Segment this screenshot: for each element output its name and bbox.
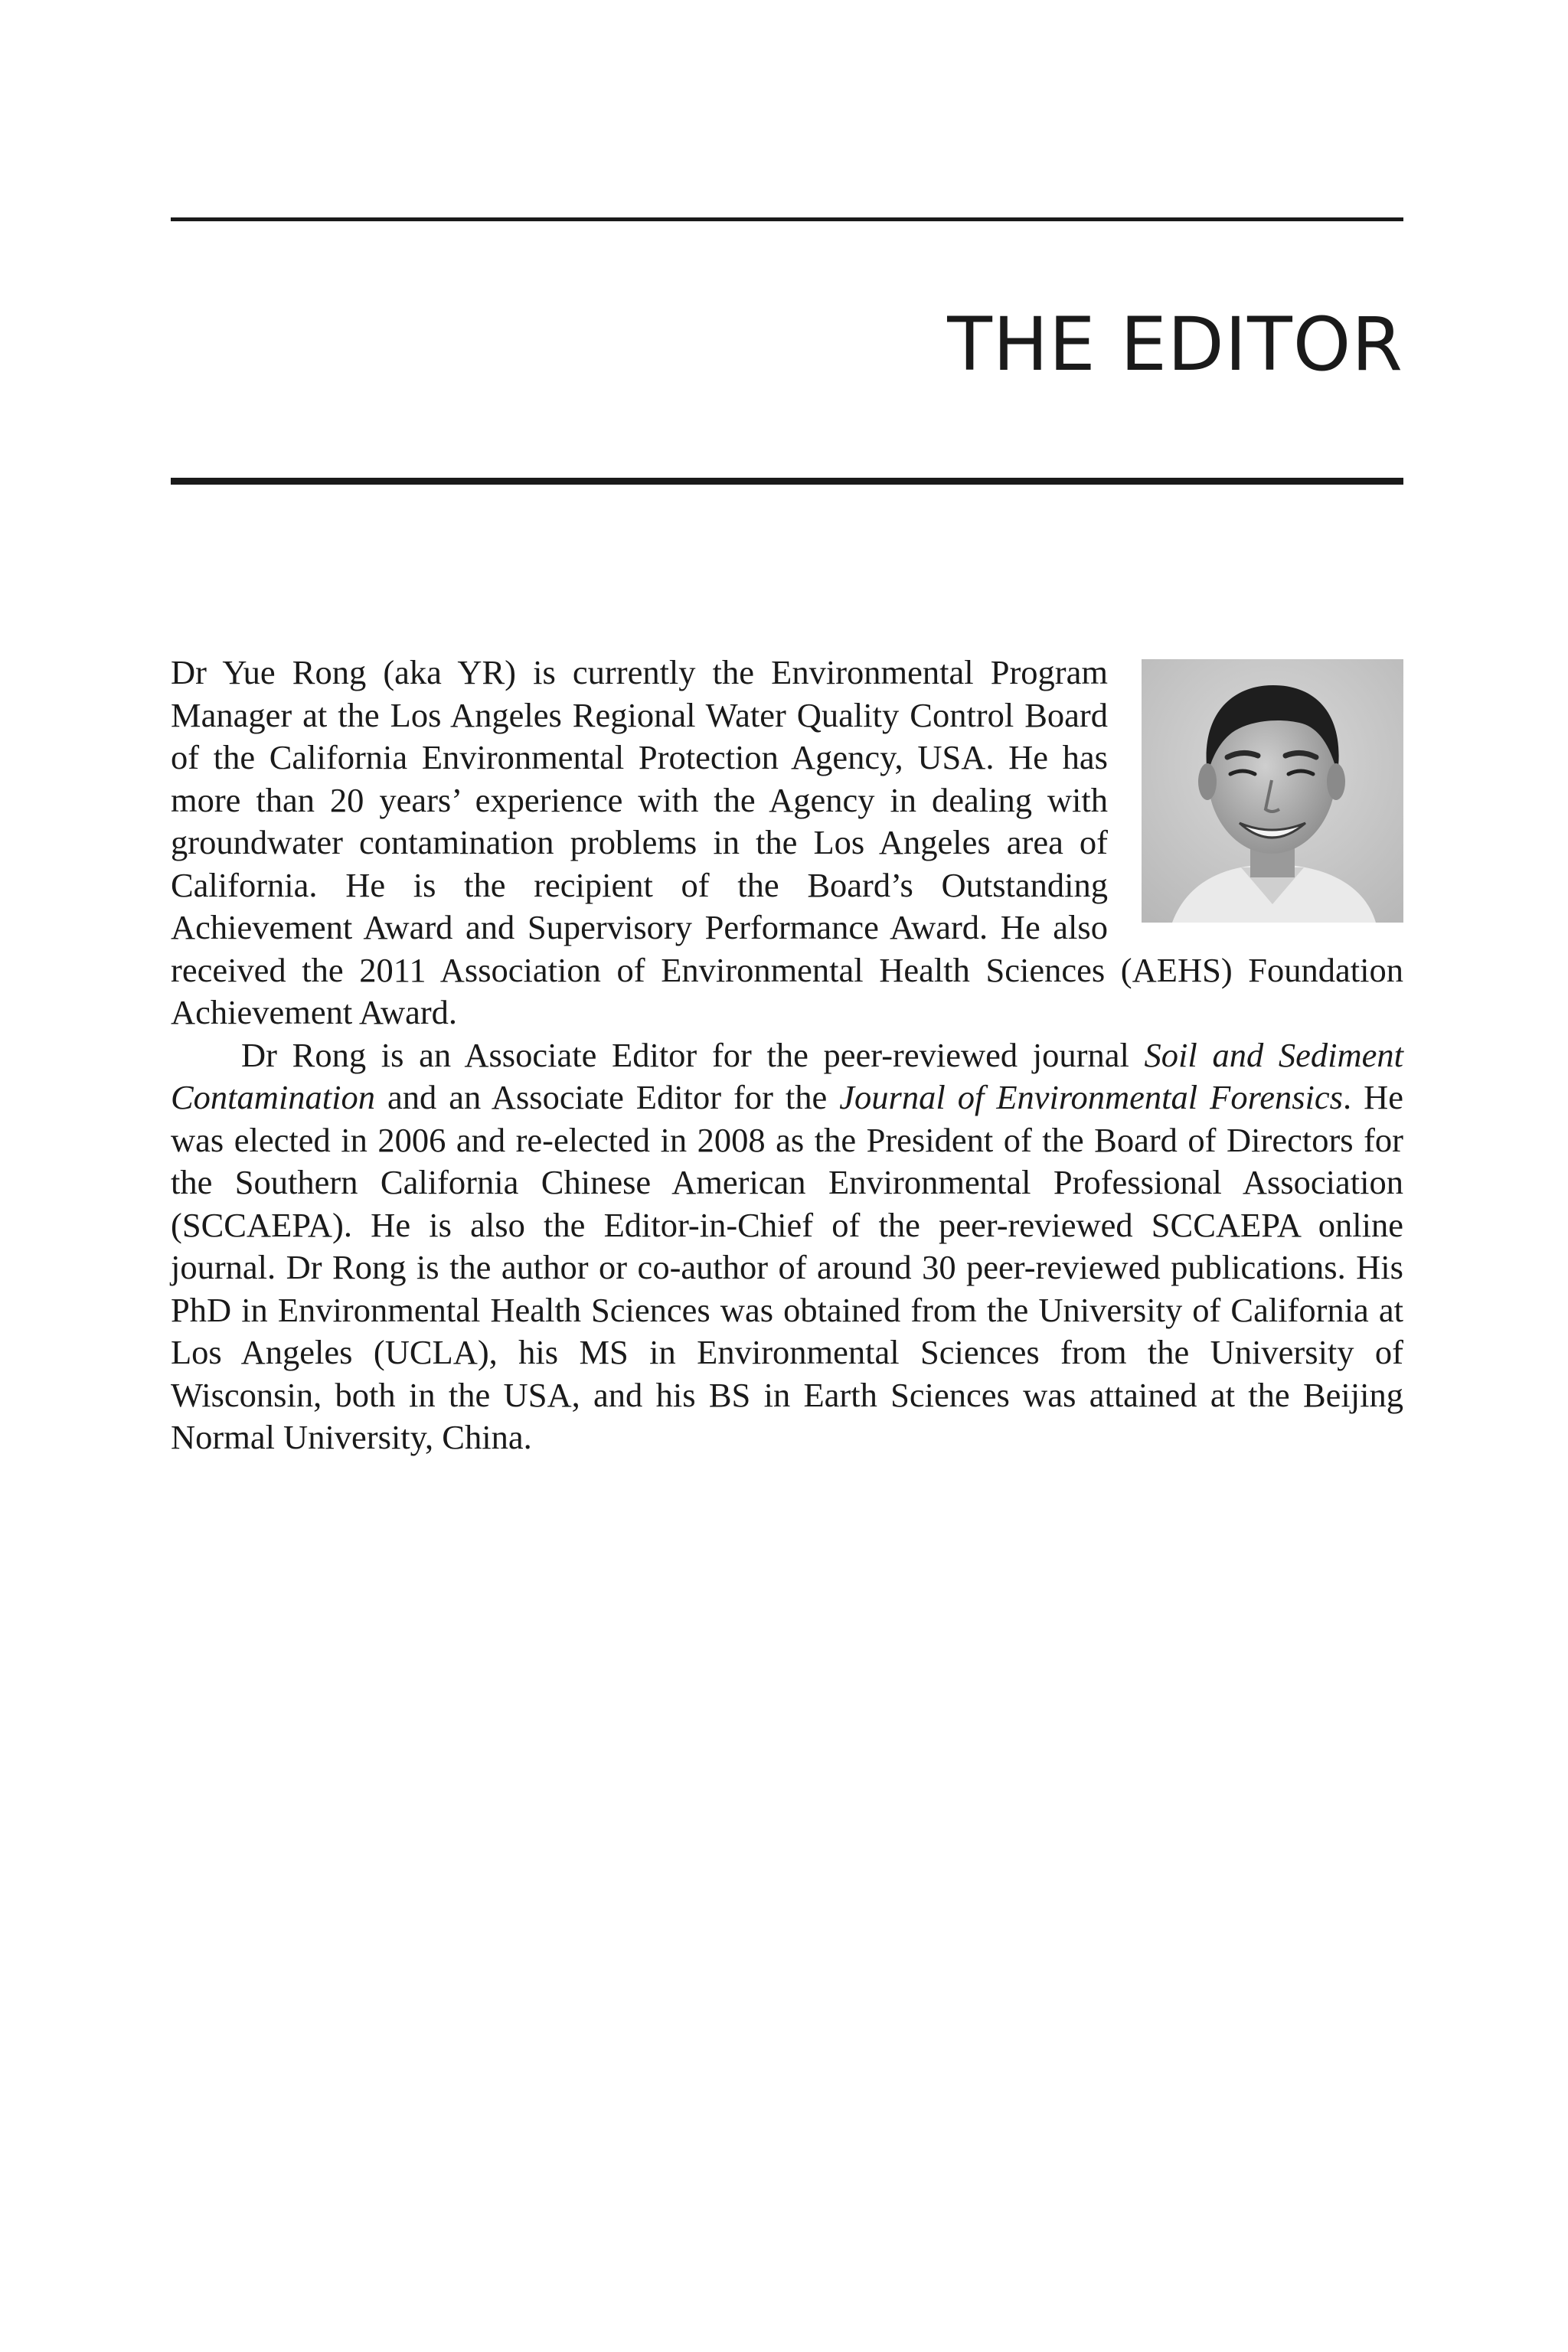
journal-title-environmental-forensics: Journal of Environmental Forensics <box>839 1078 1343 1116</box>
top-rule <box>171 217 1403 221</box>
editor-biography <box>171 652 1403 1459</box>
biography-paragraph-2-part-b: and an Associate Editor for the <box>375 1078 840 1116</box>
editor-portrait-photo <box>1142 659 1403 923</box>
biography-paragraph-1: Dr Yue Rong (aka YR) is currently the Environmental Program Manager at the Los Angeles Regional Water Quality Control Board of the California Environmental Protection Agency, USA. He has more than 20 years’ experience with the Agency in dealing with groundwater contamination problems in the Los Angeles area of California. He is the recipient of the Board’s Outstanding Achievement Award and Supervisory Performance Award. He also received the 2011 Association of Environmental Health Sciences (AEHS) Foundation Achievement Award. <box>171 653 1403 1031</box>
biography-paragraph-2-part-a: Dr Rong is an Associate Editor for the peer-reviewed journal <box>241 1035 1145 1074</box>
page-title: THE EDITOR <box>947 302 1403 387</box>
biography-paragraph-2 <box>171 1034 1403 1459</box>
bottom-rule <box>171 478 1403 485</box>
journal-title-soil-and-sediment-contamination: Soil and Sediment Contamination <box>171 1035 1404 1116</box>
biography-paragraph-2-part-c: . He was elected in 2006 and re-elected in 2008 as the President of the Board of Directors for the Southern California Chinese American Environmental Professional Association (SCCAEPA). He is also the Editor-in-Chief of the peer-reviewed SCCAEPA online journal. Dr Rong is the author or co-author of around 30 peer-reviewed publications. His PhD in Environmental Health Sciences was obtained from the University of California at Los Angeles (UCLA), his MS in Environmental Sciences from the University of Wisconsin, both in the USA, and his BS in Earth Sciences was attained at the Beijing Normal University, China. <box>171 1078 1404 1456</box>
